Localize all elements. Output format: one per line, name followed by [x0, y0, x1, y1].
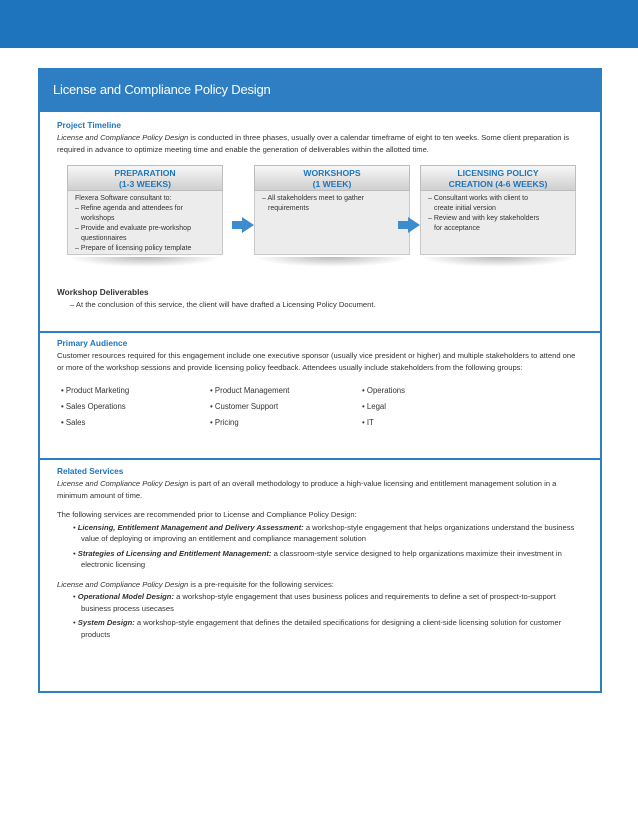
- phase-line: for acceptance: [434, 225, 480, 232]
- deliverables: [57, 287, 583, 311]
- phase-title: PREPARATION: [114, 168, 176, 178]
- service-panel: [38, 68, 602, 693]
- service-description: a classroom-style service designed to help organizations maximize their investment in electronic licensing: [81, 548, 562, 569]
- deliverables-heading: Workshop Deliverables: [57, 287, 149, 297]
- phase-shadow: [67, 257, 223, 267]
- phase-header: [420, 165, 576, 191]
- related-intro-text: is part of an overall methodology to produce a high-value licensing and entitlement management solution in a minimum amount of time.: [57, 479, 557, 500]
- list-item: • System Design: a workshop-style engagement that defines the detailed specifications for designing a client-side licensing solution for customer products: [73, 618, 562, 639]
- timeline-section: [40, 112, 600, 331]
- group-column: [210, 383, 362, 431]
- service-name: License and Compliance Policy Design: [57, 579, 189, 589]
- phase-duration: (1-3 WEEKS): [118, 179, 172, 189]
- phase-workshops: [254, 165, 410, 271]
- service-title: Operational Model Design:: [77, 592, 174, 601]
- phase-line: – Prepare of licensing policy template: [75, 245, 192, 252]
- phase-body: [67, 191, 223, 255]
- phase-title: WORKSHOPS: [303, 168, 361, 178]
- list-item: • Licensing, Entitlement Management and Delivery Assessment: a workshop-style engagement that helps organizations understand the business value of deploying or improving an entitlement and compliance management solution: [73, 522, 575, 543]
- arrow-right-icon: [408, 217, 420, 233]
- phase-shadow: [254, 257, 410, 267]
- service-title: System Design:: [77, 618, 135, 627]
- group-column: [362, 383, 512, 431]
- phase-body: [254, 191, 410, 255]
- list-item: • Strategies of Licensing and Entitlement Management: a classroom-style service designed to help organizations maximize their investment in electronic licensing: [73, 548, 562, 569]
- service-title: Licensing, Entitlement Management and Delivery Assessment:: [77, 522, 304, 532]
- service-description: a workshop-style engagement that helps organizations understand the business value of deploying or improving an entitlement and compliance management solution: [81, 522, 575, 543]
- audience-heading: Primary Audience: [57, 338, 128, 348]
- phase-licensing-policy-creation: [420, 165, 576, 271]
- list-item: • Legal: [362, 402, 386, 411]
- page-title: License and Compliance Policy Design: [40, 70, 600, 112]
- service-name: License and Compliance Policy Design: [57, 479, 189, 488]
- service-description: a workshop-style engagement that defines the detailed specifications for designing a client-side licensing solution for customer products: [81, 618, 562, 639]
- phase-line: requirements: [268, 205, 309, 212]
- top-banner: [0, 0, 638, 48]
- deliverables-text: – At the conclusion of this service, the client will have drafted a Licensing Policy Document.: [70, 300, 376, 309]
- list-item: • Customer Support: [210, 402, 279, 411]
- phase-shadow: [420, 257, 576, 267]
- service-name: License and Compliance Policy Design: [57, 133, 189, 142]
- phase-header: [67, 165, 223, 191]
- service-description: a workshop-style engagement that uses business polices and requirements to define a set of prospect-to-support business process usecases: [81, 592, 556, 613]
- audience-section: [40, 333, 600, 458]
- related-heading: Related Services: [57, 466, 124, 476]
- audience-text: Customer resources required for this engagement include one executive sponsor (usually vice president or higher) and multiple stakeholders to attend one or more of the workshop sessions and provide licensing policy feedback. Attendees usually include stakeholders from the following groups:: [57, 351, 576, 372]
- prior-services-text: The following services are recommended prior to License and Compliance Policy Design:: [57, 510, 357, 519]
- phase-line: Flexera Software consultant to:: [75, 195, 172, 202]
- after-services-list: [57, 591, 583, 640]
- phase-line: – Refine agenda and attendees for: [75, 205, 183, 212]
- list-item: • Operations: [362, 386, 406, 395]
- timeline-intro: [57, 132, 583, 155]
- list-item: • IT: [362, 418, 374, 427]
- related-intro: [57, 478, 583, 501]
- phase-duration: (1 WEEK): [312, 179, 352, 189]
- phase-line: – Consultant works with client to: [428, 195, 528, 202]
- phase-title: LICENSING POLICY: [457, 168, 539, 178]
- phase-diagram: [57, 165, 583, 287]
- list-item: • Product Marketing: [61, 386, 130, 395]
- list-item: • Sales: [61, 418, 86, 427]
- arrow-right-icon: [242, 217, 254, 233]
- phase-preparation: [67, 165, 223, 271]
- prereq-text: [57, 579, 583, 591]
- group-column: [61, 383, 210, 431]
- phase-header: [254, 165, 410, 191]
- phase-line: questionnaires: [81, 235, 127, 242]
- service-title: Strategies of Licensing and Entitlement Management:: [77, 548, 272, 558]
- timeline-intro-text: is conducted in three phases, usually over a calendar timeframe of eight to ten weeks. Some client preparation is required in advance to optimize meeting time and enable the generation of deliverables within the allotted time.: [57, 133, 570, 154]
- list-item: • Sales Operations: [61, 402, 126, 411]
- phase-line: – Provide and evaluate pre-workshop: [75, 225, 191, 232]
- audience-groups: [57, 383, 583, 431]
- phase-line: workshops: [81, 215, 115, 222]
- phase-line: create initial version: [434, 205, 496, 212]
- timeline-heading: Project Timeline: [57, 120, 121, 130]
- list-item: • Pricing: [210, 418, 239, 427]
- phase-duration: CREATION (4-6 WEEKS): [448, 179, 548, 189]
- related-section: [40, 460, 600, 640]
- prereq-text-rest: is a pre-requisite for the following services:: [188, 579, 334, 589]
- prior-services-list: [57, 522, 583, 571]
- phase-line: – Review and with key stakeholders: [428, 215, 540, 222]
- list-item: • Operational Model Design: a workshop-style engagement that uses business polices and requirements to define a set of prospect-to-support business process usecases: [73, 592, 556, 613]
- list-item: • Product Management: [210, 386, 290, 395]
- phase-line: – All stakeholders meet to gather: [262, 195, 364, 202]
- phase-body: [420, 191, 576, 255]
